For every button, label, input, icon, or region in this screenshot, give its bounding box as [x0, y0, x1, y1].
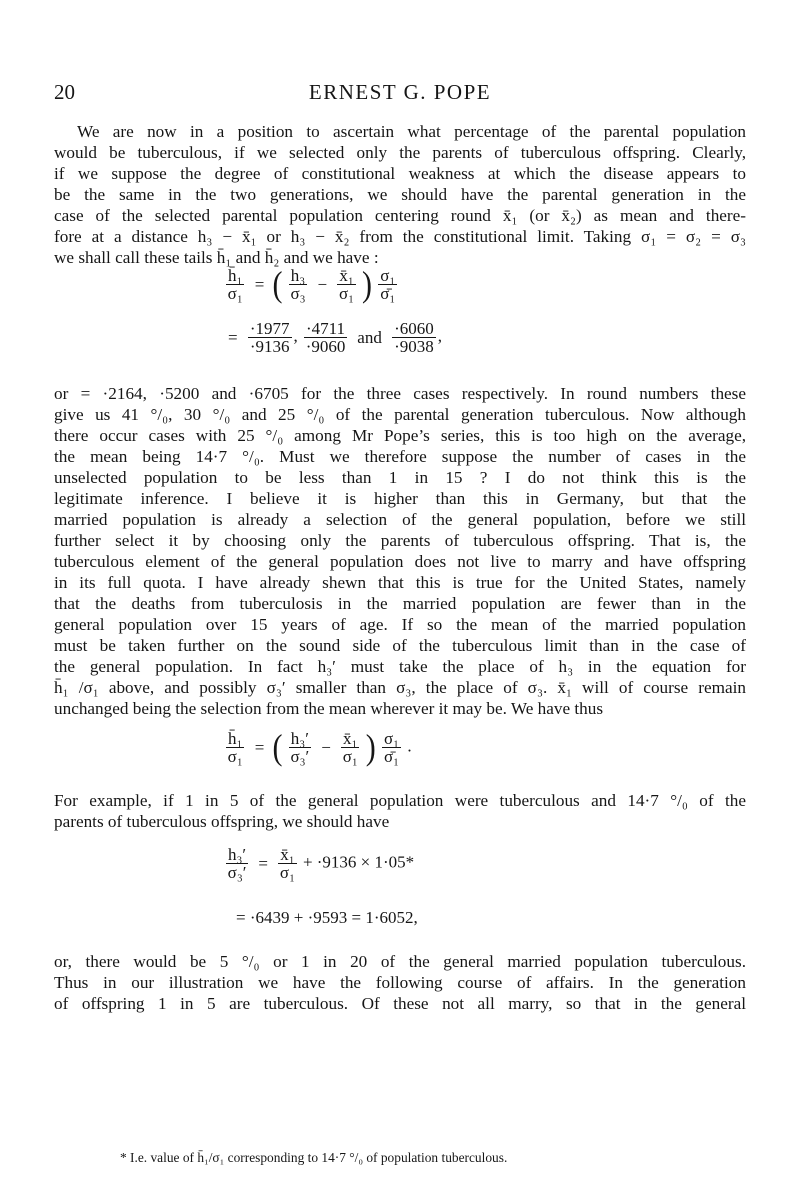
- eq4-rest: + ·9136 × 1·05*: [302, 852, 415, 872]
- text-line: general population over 15 years of age. If so the mean of the married population: [54, 615, 746, 634]
- text-line: For example, if 1 in 5 of the general population were tuberculous and 14·7 °/₀ of the: [54, 791, 746, 810]
- paragraph-1: [54, 121, 746, 142]
- eq2-prefix: =: [228, 327, 238, 347]
- text-line: the mean being 14·7 °/₀. Must we therefore suppose the number of cases in the: [54, 447, 746, 466]
- body-text-3: [54, 790, 746, 832]
- text-line: if we suppose the degree of constitutional weakness at which the disease appears to: [54, 164, 746, 183]
- eq1-b-num: x̄₁: [339, 266, 354, 285]
- eq4-r-den: σ₁: [279, 863, 296, 882]
- eq4-lhs-den: σ₃′: [227, 863, 247, 882]
- text-line: unselected population to be less than 1 in 15 ? I do not think this is the: [54, 468, 746, 487]
- text-line: give us 41 °/₀, 30 °/₀ and 25 °/₀ of the parental generation tuberculous. Now although: [54, 405, 746, 424]
- text-line: would be tuberculous, if we selected only the parents of tuberculous offspring. Clearly,: [54, 143, 746, 162]
- eq3-c-num: σ₁: [383, 729, 400, 748]
- eq2-f1-num: ·1977: [249, 319, 290, 338]
- eq2-f1-den: ·9136: [249, 337, 290, 356]
- eq2-f2-den: ·9060: [305, 337, 346, 356]
- text-line: married population is already a selection of the general population, before we still: [54, 510, 746, 529]
- text-line: parents of tuberculous offspring, we should have: [54, 812, 390, 831]
- text-line: further select it by choosing only the parents of tuberculous offspring. That is, the: [54, 531, 746, 550]
- eq4-r-num: x̄₁: [280, 845, 295, 864]
- equation-1: $\frac{\text{h̄₁}}{\text{σ₁}}$ = ( $\frac{\text{h₃}}{\text{σ₃}}$ − $\frac{\text{x̄₁}}{\text{σ₁}}$ ) $\frac{\text{σ₁}}{\text{σ̄₁}}$: [227, 264, 396, 304]
- eq1-c-den: σ̄₁: [380, 284, 396, 303]
- running-title: ERNEST G. POPE: [308, 80, 492, 104]
- footnote: * I.e. value of h̄₁/σ₁ corresponding to 14·7 °/₀ of population tuberculous.: [120, 1150, 508, 1165]
- text-line: We are now in a position to ascertain what percentage of the parental population: [77, 122, 746, 141]
- eq2-conj: and: [357, 327, 382, 347]
- eq4-lhs-num: h₃′: [228, 845, 247, 864]
- eq1-a-den: σ₃: [290, 284, 306, 303]
- paragraph-2: [54, 383, 746, 719]
- text-line: case of the selected parental population centering round x̄₁ (or x̄₂) as mean and there-: [54, 206, 746, 225]
- text-line: we shall call these tails h̄₁ and h̄₂ and we have :: [54, 248, 379, 267]
- body-text: [54, 121, 746, 268]
- paragraph-1-cont: [54, 142, 746, 268]
- eq1-lhs-den: σ₁: [227, 284, 243, 303]
- body-text-2: [54, 383, 746, 719]
- text-line: that the deaths from tuberculosis in the married population are fewer than in the: [54, 594, 746, 613]
- eq3-a-den: σ₃′: [290, 747, 310, 766]
- text-line: must be taken further on the sound side of the tuberculous limit than in the case of: [54, 636, 746, 655]
- text-line: the general population. In fact h₃′ must take the place of h₃ in the equation for: [54, 657, 746, 676]
- eq1-a-num: h₃: [290, 266, 306, 285]
- page-number: 20: [54, 80, 75, 104]
- body-text-4: [54, 951, 746, 1014]
- eq3-b-num: x̄₁: [343, 729, 358, 748]
- text-line: or = ·2164, ·5200 and ·6705 for the three cases respectively. In round numbers these: [54, 384, 746, 403]
- paragraph-4: [54, 951, 746, 1014]
- eq1-lhs-num: h̄₁: [228, 266, 243, 285]
- equation-4: $\frac{\text{h₃′}}{\text{σ₃′}}$ = $\frac{\text{x̄₁}}{\text{σ₁}}$ + ·9136 × 1·05*: [227, 845, 415, 882]
- eq3-lhs-num: h̄₁: [228, 729, 243, 748]
- equation-2: = $\frac{\cdot 1977}{\cdot 9136}$ , $\frac{\cdot 4711}{\cdot 9060}$ and $\frac{\cdot 6060}{\cdot 9038}$ ,: [228, 319, 443, 356]
- eq3-c-den: σ̄₁: [383, 747, 400, 766]
- eq2-f3-num: ·6060: [394, 319, 434, 338]
- text-line: unchanged being the selection from the mean wherever it may be. We have thus: [54, 699, 604, 718]
- eq3-b-den: σ₁: [342, 747, 358, 766]
- equation-3: $\frac{\text{h̄₁}}{\text{σ₁}}$ = ( $\frac{\text{h₃′}}{\text{σ₃′}}$ − $\frac{\text{x̄₁}}{\text{σ₁}}$ ) $\frac{\text{σ₁}}{\text{σ̄₁}}$ .: [227, 727, 412, 767]
- eq3-a-num: h₃′: [290, 729, 309, 748]
- text-line: be the same in the two generations, we should have the parental generation in the: [54, 185, 746, 204]
- text-line: or, there would be 5 °/₀ or 1 in 20 of the general married population tuberculous.: [54, 952, 746, 971]
- eq5-text: = ·6439 + ·9593 = 1·6052,: [236, 908, 418, 927]
- eq2-f2-num: ·4711: [306, 319, 346, 338]
- text-line: tuberculous element of the general population does not live to marry and have offspring: [54, 552, 746, 571]
- text-line: legitimate inference. I believe it is higher than this in Germany, but that the: [54, 489, 746, 508]
- eq3-lhs-den: σ₁: [227, 747, 243, 766]
- text-line: h̄₁ /σ₁ above, and possibly σ₃′ smaller than σ₃, the place of σ₃. x̄₁ will of course remain: [54, 678, 746, 697]
- text-line: there occur cases with 25 °/₀ among Mr Pope’s series, this is too high on the average,: [54, 426, 746, 445]
- paragraph-3: [54, 790, 746, 832]
- eq1-b-den: σ₁: [338, 284, 355, 303]
- text-line: Thus in our illustration we have the following course of affairs. In the generation: [54, 973, 746, 992]
- text-line: of offspring 1 in 5 are tuberculous. Of these not all marry, so that in the general: [54, 994, 746, 1013]
- eq2-f3-den: ·9038: [394, 337, 434, 356]
- eq1-c-num: σ₁: [380, 266, 396, 285]
- text-line: in its full quota. I have already shewn that this is true for the United States, namely: [54, 573, 746, 592]
- text-line: fore at a distance h₃ − x̄₁ or h₃ − x̄₂ from the constitutional limit. Taking σ₁ = σ₂ = σ₃: [54, 227, 746, 246]
- equation-5: [236, 908, 418, 928]
